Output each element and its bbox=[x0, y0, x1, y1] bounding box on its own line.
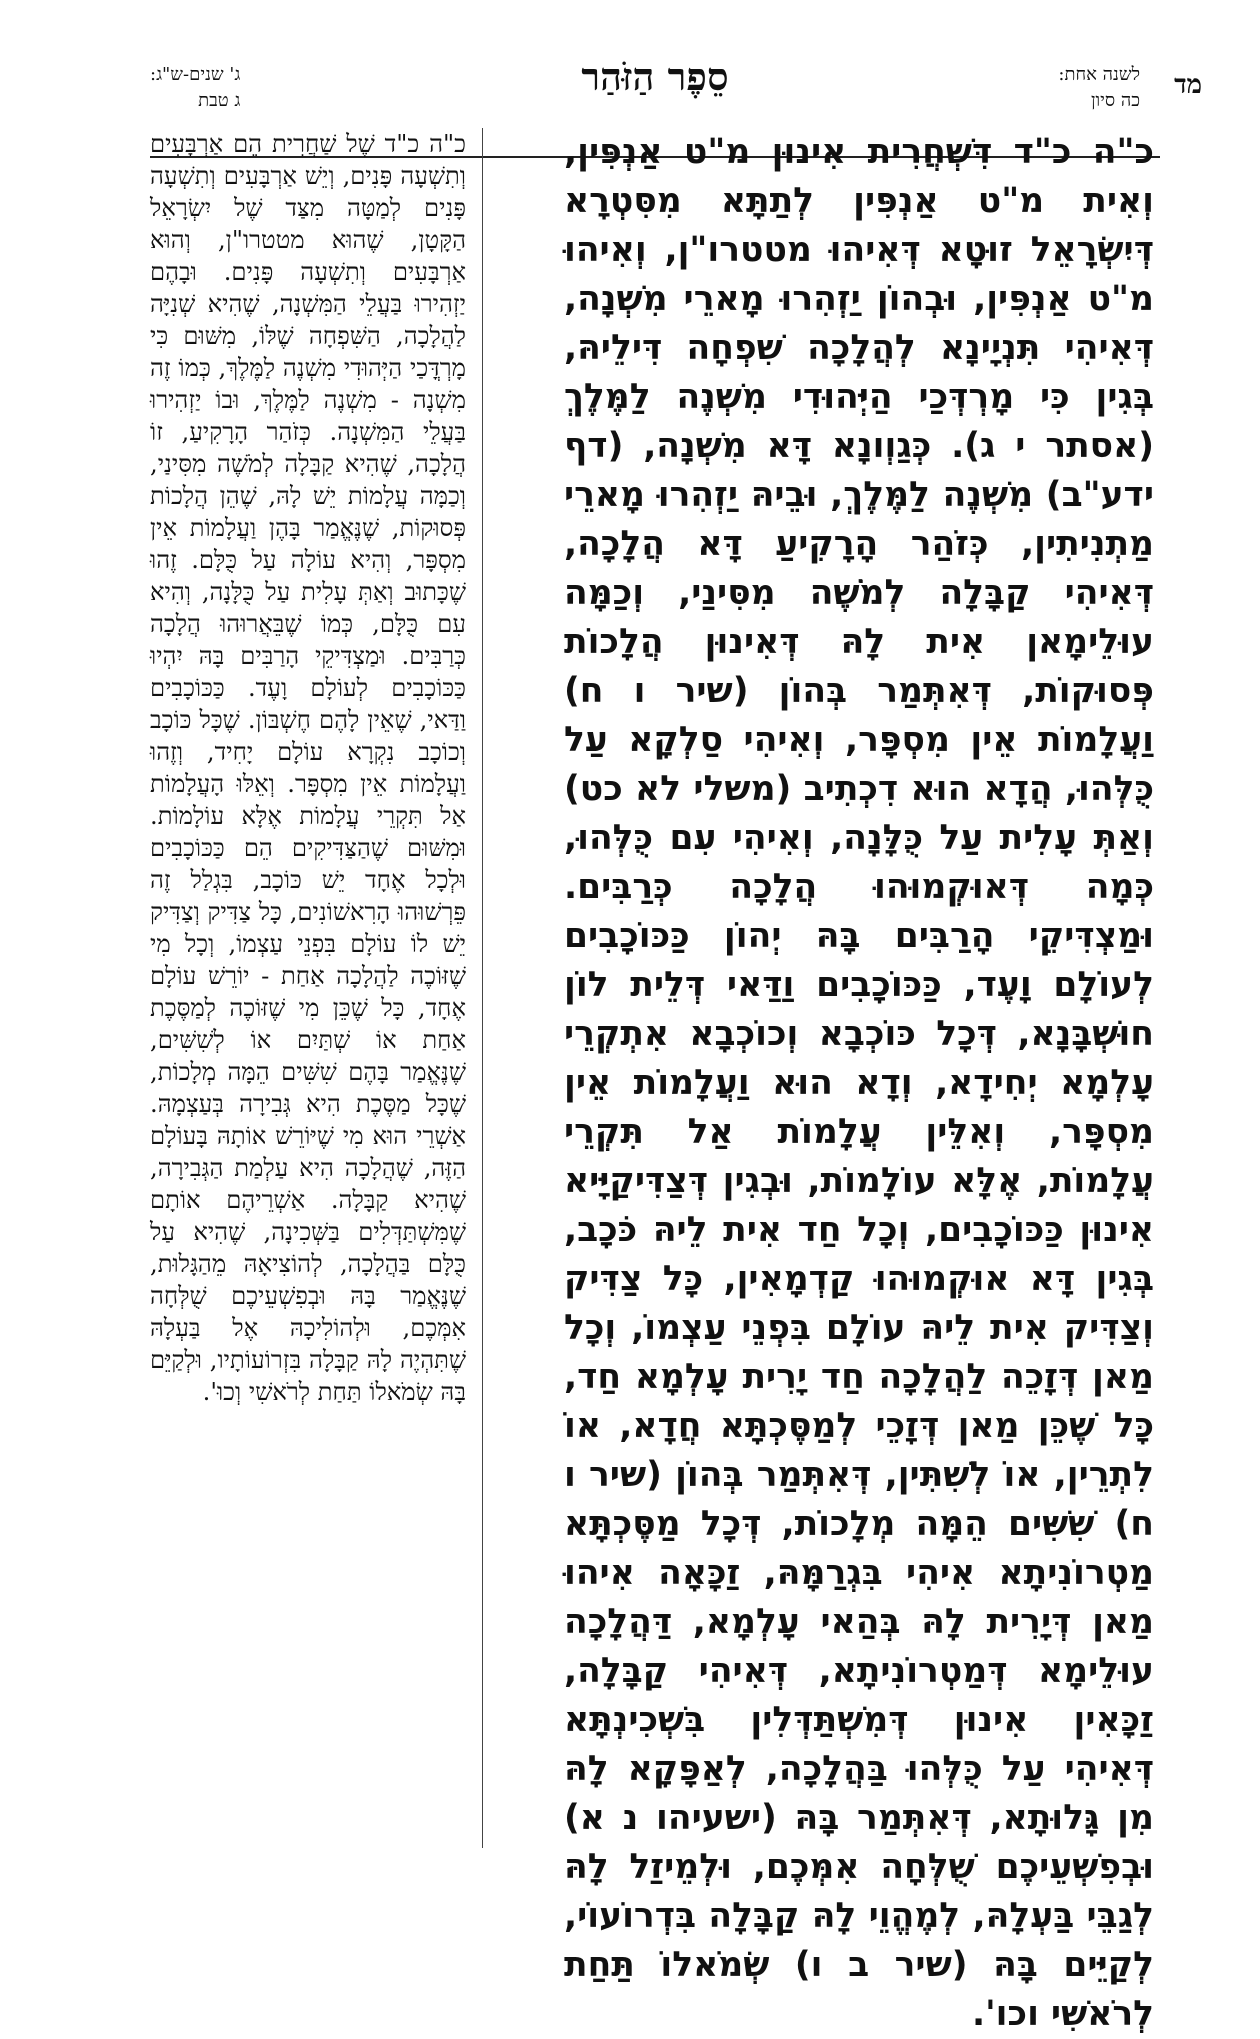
column-divider bbox=[482, 128, 483, 1848]
hebrew-translation-text: כ"ה כ"ד שֶׁל שַׁחֲרִית הֵם אַרְבָּעִים וְתִשְׁעָה פָּנִים, וְיֵשׁ אַרְבָּעִים וְתִשְׁעָה פָּנִים לְמַטָּה מִצַּד שֶׁל יִשְׂרָאֵל הַקָּטָן, שֶׁהוּא מטטרו"ן, וְהוּא אַרְבָּעִים וְתִשְׁעָה פָּנִים. וּבָהֶם יַזְהִירוּ בַּעֲלֵי הַמִּשְׁנָה, שֶׁהִיא שְׁנִיָּה לַהֲלָכָה, הַשִּׁפְחָה שֶׁלּוֹ, מִשּׁוּם כִּי מָרְדֳּכַי הַיְּהוּדִי מִשְׁנֶה לַמֶּלֶךְ, כְּמוֹ זֶה מִשְׁנָה - מִשְׁנֶה לַמֶּלֶךְ, וּבוֹ יַזְהִירוּ בַּעֲלֵי הַמִּשְׁנָה. כְּזֹהַר הָרָקִיעַ, זוֹ הֲלָכָה, שֶׁהִיא קַבָּלָה לְמֹשֶׁה מִסִּינַי, וְכַמָּה עֲלָמוֹת יֵשׁ לָהּ, שֶׁהֵן הֲלָכוֹת פְּסוּקוֹת, שֶׁנֶּאֱמַר בָּהֶן וַעֲלָמוֹת אֵין מִסְפָּר, וְהִיא עוֹלָה עַל כֻּלָּם. זֶהוּ שֶׁכָּתוּב וְאַתְּ עָלִית עַל כֻּלָּנָה, וְהִיא עִם כֻּלָּם, כְּמוֹ שֶׁבֵּאֲרוּהוּ הֲלָכָה כְּרַבִּים. וּמַצְדִּיקֵי הָרַבִּים בָּהּ יִהְיוּ כַּכּוֹכָבִים לְעוֹלָם וָעֶד. כַּכּוֹכָבִים וַדַּאי, שֶׁאֵין לָהֶם חֶשְׁבּוֹן. שֶׁכָּל כּוֹכָב וְכוֹכָב נִקְרָא עוֹלָם יָחִיד, וְזֶהוּ וַעֲלָמוֹת אֵין מִסְפָּר. וְאֵלּוּ הָעֲלָמוֹת אַל תִּקְרֵי עֲלָמוֹת אֶלָּא עוֹלָמוֹת. וּמִשּׁוּם שֶׁהַצַּדִּיקִים הֵם כַּכּוֹכָבִים וּלְכָל אֶחָד יֵשׁ כּוֹכָב, בִּגְלַל זֶה פֵּרְשׁוּהוּ הָרִאשׁוֹנִים, כָּל צַדִּיק וְצַדִּיק יֵשׁ לוֹ עוֹלָם בִּפְנֵי עַצְמוֹ, וְכָל מִי שֶׁזּוֹכֶה לַהֲלָכָה אַחַת - יוֹרֵשׁ עוֹלָם אֶחָד, כָּל שֶׁכֵּן מִי שֶׁזּוֹכֶה לְמַסֶּכֶת אַחַת אוֹ שְׁתַּיִם אוֹ לְשִׁשִּׁים, שֶׁנֶּאֱמַר בָּהֶם שִׁשִּׁים הֵמָּה מְלָכוֹת, שֶׁכָּל מַסֶּכֶת הִיא גְּבִירָה בְּעַצְמָהּ. אַשְׁרֵי הוּא מִי שֶׁיּוֹרֵשׁ אוֹתָהּ בָּעוֹלָם הַזֶּה, שֶׁהֲלָכָה הִיא עַלְמַת הַגְּבִירָה, שֶׁהִיא קַבָּלָה. אַשְׁרֵיהֶם אוֹתָם שֶׁמִּשְׁתַּדְּלִים בַּשְּׁכִינָה, שֶׁהִיא עַל כֻּלָּם בַּהֲלָכָה, לְהוֹצִיאָהּ מֵהַגָּלוּת, שֶׁנֶּאֱמַר בָּהּ וּבְפִשְׁעֵיכֶם שֻׁלְּחָה אִמְּכֶם, וּלְהוֹלִיכָהּ אֶל בַּעְלָהּ שֶׁתִּהְיֶה לָהּ קַבָּלָה בִּזְרוֹעוֹתָיו, וּלְקַיֵּם בָּהּ שְׂמֹאלוֹ תַּחַת לְרֹאשִׁי וְכוּ'. bbox=[150, 130, 466, 1406]
book-title: סֵפֶר הַזֹּהַר bbox=[581, 54, 729, 99]
page-number: מד bbox=[1174, 70, 1202, 100]
schedule-three-years-date: ג טבת bbox=[198, 90, 241, 111]
schedule-three-years bbox=[150, 62, 240, 114]
schedule-one-year-label: לשנה אחת: bbox=[1058, 64, 1140, 85]
page-header bbox=[150, 54, 1202, 136]
schedule-one-year-date: כה סיון bbox=[1090, 90, 1140, 111]
schedule-three-years-label: ג' שנים-ש"ג: bbox=[150, 64, 241, 85]
zohar-aramaic-text: כ"ה כ"ד דִּשְׁחֲרִית אִינוּן מ"ט אַנְפִּין, וְאִית מ"ט אַנְפִּין לְתַתָּא מִסִּטְרָא דְּיִשְׂרָאֵל זוּטָא דְּאִיהוּ מטטרו"ן, וְאִיהוּ מ"ט אַנְפִּין, וּבְהוֹן יַזְהִרוּ מָארֵי מִשְׁנָה, דְּאִיהִי תִּנְיָינָא לְהֲלָכָה שִׁפְחָה דִּילֵיהּ, בְּגִין כִּי מָרְדְּכַי הַיְּהוּדִי מִשְׁנֶה לַמֶּלֶךְ (אסתר י ג). כְּגַוְונָא דָּא מִשְׁנָה, (דף ידע"ב) מִשְׁנֶה לַמֶּלֶךְ, וּבֵיהּ יַזְהִרוּ מָארֵי מַתְנִיתִין, כְּזֹהַר הָרָקִיעַ דָּא הֲלָכָה, דְּאִיהִי קַבָּלָה לְמֹשֶׁה מִסִּינַי, וְכַמָּה עוּלֵימָאן אִית לָהּ דְּאִינוּן הֲלָכוֹת פְּסוּקוֹת, דְּאִתְּמַר בְּהוֹן (שיר ו ח) וַעֲלָמוֹת אֵין מִסְפָּר, וְאִיהִי סַלְקָא עַל כֻּלְּהוּ, הֲדָא הוּא דִכְתִיב (משלי לא כט) וְאַתְּ עָלִית עַל כֻּלָּנָה, וְאִיהִי עִם כֻּלְּהוּ, כְּמָה דְּאוּקְמוּהוּ הֲלָכָה כְּרַבִּים. וּמַצְדִּיקֵי הָרַבִּים בָּהּ יְהוֹן כַּכּוֹכָבִים לְעוֹלָם וָעֶד, כַּכּוֹכָבִים וַדַּאי דְּלֵית לוֹן חוּשְׁבָּנָא, דְּכָל כּוֹכְבָא וְכוֹכְבָא אִתְקְרֵי עָלְמָא יְחִידָא, וְדָא הוּא וַעֲלָמוֹת אֵין מִסְפָּר, וְאִלֵּין עֲלָמוֹת אַל תִּקְרֵי עֲלָמוֹת, אֶלָּא עוֹלָמוֹת, וּבְגִין דְּצַדִּיקַיָּיא אִינוּן כַּכּוֹכָבִים, וְכָל חַד אִית לֵיהּ כֹּכָב, בְּגִין דָּא אוּקְמוּהוּ קַדְמָאִין, כָּל צַדִּיק וְצַדִּיק אִית לֵיהּ עוֹלָם בִּפְנֵי עַצְמוֹ, וְכָל מַאן דְּזָכֵה לַהֲלָכָה חַד יָרִית עָלְמָא חַד, כָּל שֶׁכֵּן מַאן דְּזָכֵי לְמַסֶּכְתָּא חֲדָא, אוֹ לִתְרֵין, אוֹ לְשִׁתִּין, דְּאִתְּמַר בְּהוֹן (שיר ו ח) שִׁשִּׁים הֵמָּה מְלָכוֹת, דְּכָל מַסֶּכְתָּא מַטְרוֹנִיתָא אִיהִי בִּגְרַמָּהּ, זַכָּאָה אִיהוּ מַאן דְּיָרִית לָהּ בְּהַאי עָלְמָא, דַּהֲלָכָה עוּלֵימָא דְּמַטְרוֹנִיתָא, דְּאִיהִי קַבָּלָה, זַכָּאִין אִינוּן דְּמִשְׁתַּדְּלִין בִּשְׁכִינְתָּא דְּאִיהִי עַל כֻּלְּהוּ בַּהֲלָכָה, לְאַפָּקָא לָהּ מִן גָּלוּתָא, דְּאִתְּמַר בָּהּ (ישעיהו נ א) וּבְפִשְׁעֵיכֶם שֻׁלְּחָה אִמְּכֶם, וּלְמֵיזַל לָהּ לְגַבֵּי בַּעְלָהּ, לְמֶהֱוֵי לָהּ קַבָּלָה בִּדְרוֹעוֹי, לְקַיֵּים בָּהּ (שיר ב ו) שְׂמֹאלוֹ תַּחַת לְרֹאשִׁי וכו'. bbox=[564, 132, 1154, 2034]
